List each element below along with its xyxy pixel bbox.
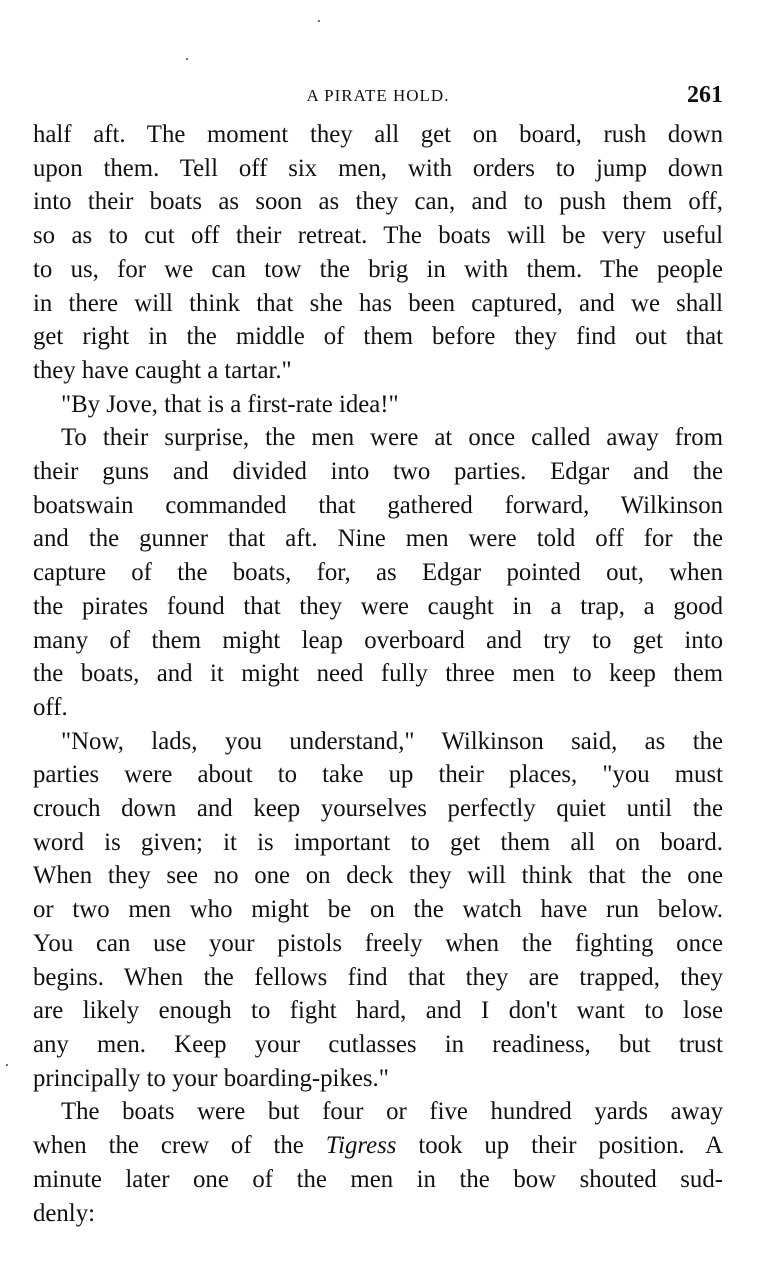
text-line: their guns and divided into two parties. Edgar and the (33, 458, 723, 486)
paper-speck (186, 58, 188, 60)
page-number: 261 (687, 82, 723, 108)
ship-name: Tigress (325, 1132, 397, 1160)
text-line: "By Jove, that is a first-rate idea!" (61, 390, 399, 418)
text-line: "Now, lads, you understand," Wilkinson said, as the (61, 727, 723, 755)
text-segment: took up their position. A (396, 1132, 723, 1160)
text-line: many of them might leap overboard and try to get into (33, 626, 723, 654)
text-line: so as to cut off their retreat. The boats will be very useful (33, 222, 723, 250)
running-title: A PIRATE HOLD. (306, 86, 450, 105)
text-line: crouch down and keep yourselves perfectly quiet until the (33, 795, 723, 823)
text-line: minute later one of the men in the bow shouted sud- (33, 1165, 723, 1193)
text-line: and the gunner that aft. Nine men were told off for the (33, 525, 723, 553)
text-segment: when the crew of the (33, 1132, 326, 1160)
text-line (33, 1129, 723, 1163)
text-line: boatswain commanded that gathered forward, Wilkinson (33, 491, 723, 519)
text-block (33, 118, 723, 1230)
text-line: the boats, and it might need fully three men to keep them (33, 660, 723, 688)
text-line: The boats were but four or five hundred yards away (61, 1098, 723, 1126)
text-line: You can use your pistols freely when the fighting once (33, 929, 723, 957)
text-line: they have caught a tartar." (33, 356, 292, 384)
text-line: parties were about to take up their places, "you must (33, 761, 723, 789)
text-line: off. (33, 693, 68, 721)
text-line: denly: (33, 1199, 95, 1227)
page-content (33, 84, 723, 1230)
paper-speck (318, 20, 320, 22)
text-line: the pirates found that they were caught in a trap, a good (33, 592, 723, 620)
text-line: get right in the middle of them before they find out that (33, 323, 723, 351)
text-line: upon them. Tell off six men, with orders to jump down (33, 154, 723, 182)
text-line: begins. When the fellows find that they are trapped, they (33, 963, 723, 991)
text-line: When they see no one on deck they will think that the one (33, 862, 723, 890)
text-line: principally to your boarding-pikes." (33, 1064, 389, 1092)
text-line: half aft. The moment they all get on board, rush down (33, 121, 723, 148)
running-head (33, 84, 723, 118)
text-line: in there will think that she has been captured, and we shall (33, 289, 723, 317)
text-line: capture of the boats, for, as Edgar pointed out, when (33, 559, 723, 587)
text-line: are likely enough to fight hard, and I don't want to lose (33, 997, 723, 1025)
text-line: any men. Keep your cutlasses in readiness, but trust (33, 1030, 723, 1058)
text-line: To their surprise, the men were at once called away from (61, 424, 723, 452)
text-line: to us, for we can tow the brig in with them. The people (33, 255, 723, 283)
text-line: into their boats as soon as they can, and to push them off, (33, 188, 723, 216)
body-text (33, 118, 723, 1230)
text-line: or two men who might be on the watch have run below. (33, 896, 723, 924)
paper-speck (6, 1064, 8, 1066)
text-line: word is given; it is important to get them all on board. (33, 828, 723, 856)
